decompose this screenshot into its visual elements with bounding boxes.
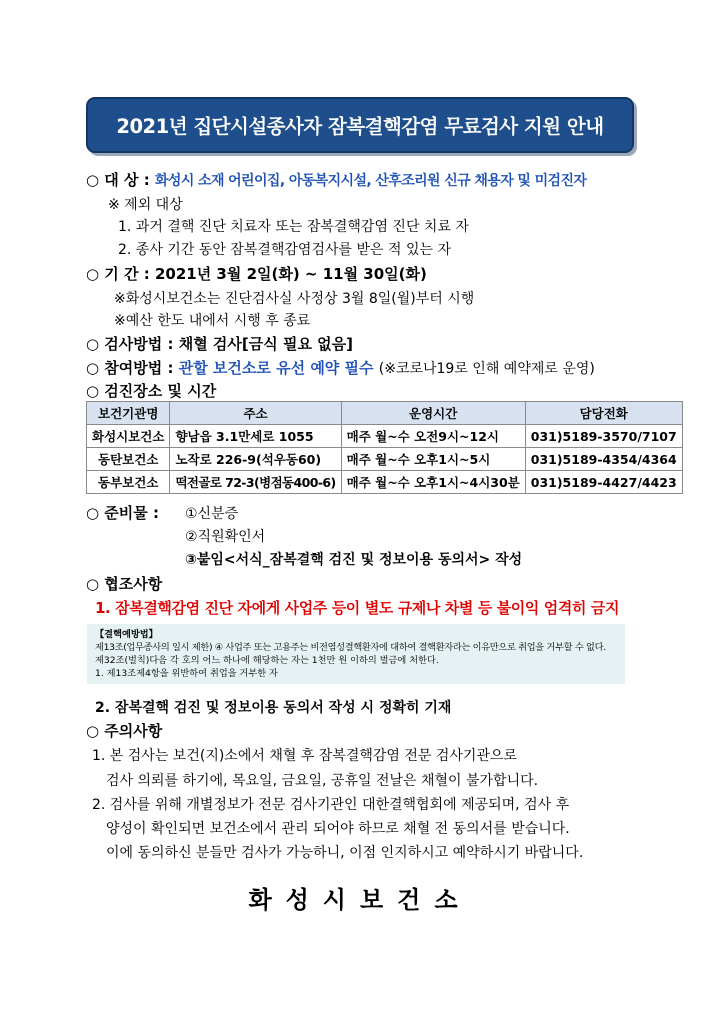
law-box bbox=[87, 624, 625, 684]
table-cell: 매주 월~수 오전9시~12시 bbox=[341, 425, 525, 448]
cooperation-title: ○ 협조사항 bbox=[86, 575, 163, 593]
target-row bbox=[86, 169, 586, 190]
method-row bbox=[86, 333, 353, 354]
participation-label: ○ 참여방법 : bbox=[86, 359, 174, 377]
exclusion-item-2: 2. 종사 기간 동안 잠복결핵감염검사를 받은 적 있는 자 bbox=[118, 242, 451, 258]
participation-row bbox=[86, 357, 595, 378]
law-title: 【결핵예방법】 bbox=[95, 629, 158, 640]
table-row bbox=[87, 448, 683, 471]
period-label: ○ 기 간 : bbox=[86, 265, 150, 283]
table-row bbox=[87, 425, 683, 448]
notice-line-4: 양성이 확인되면 보건소에서 관리 되어야 하므로 채혈 전 동의서를 받습니다. bbox=[106, 821, 570, 837]
table-cell: 031)5189-4354/4364 bbox=[525, 448, 682, 471]
law-line: 제13조(업무종사의 일시 제한) ④ 사업주 또는 고용주는 비전염성결핵환자에 대하여 결핵환자라는 이유만으로 취업을 거부할 수 없다. bbox=[95, 642, 606, 653]
period-note-1: ※화성시보건소는 진단검사실 사정상 3월 8일(월)부터 시행 bbox=[114, 291, 475, 307]
supplies-item-2: ②직원확인서 bbox=[185, 529, 266, 545]
table-cell: 떡전골로 72-3(병점동400-6) bbox=[170, 471, 341, 494]
participation-value: 관할 보건소로 유선 예약 필수 bbox=[178, 359, 374, 377]
location-title: ○ 검진장소 및 시간 bbox=[86, 382, 217, 400]
table-cell: 향남읍 3.1만세로 1055 bbox=[170, 425, 341, 448]
table-header: 운영시간 bbox=[341, 402, 525, 425]
cooperation-item-1: 1. 잠복결핵감염 진단 자에게 사업주 등이 별도 규제나 차별 등 불이익 엄격히 금지 bbox=[95, 599, 620, 617]
table-row bbox=[87, 471, 683, 494]
table-header-row bbox=[87, 402, 683, 425]
table-cell: 031)5189-4427/4423 bbox=[525, 471, 682, 494]
notice-line-5: 이에 동의하신 분들만 검사가 가능하니, 이점 인지하시고 예약하시기 바랍니다. bbox=[106, 845, 584, 861]
table-cell: 매주 월~수 오후1시~4시30분 bbox=[341, 471, 525, 494]
notice-line-1: 1. 본 검사는 보건(지)소에서 채혈 후 잠복결핵감염 전문 검사기관으로 bbox=[92, 748, 518, 764]
table-cell: 031)5189-3570/7107 bbox=[525, 425, 682, 448]
supplies-item-1: ①신분증 bbox=[185, 506, 239, 522]
page-title: 2021년 집단시설종사자 잠복결핵감염 무료검사 지원 안내 bbox=[116, 115, 604, 138]
method-label: ○ 검사방법 : bbox=[86, 335, 174, 353]
clinic-table bbox=[86, 401, 683, 494]
participation-note: (※코로나19로 인해 예약제로 운영) bbox=[378, 361, 595, 377]
table-header: 보건기관명 bbox=[87, 402, 170, 425]
target-value: 화성시 소재 어린이집, 아동복지시설, 산후조리원 신규 채용자 및 미검진자 bbox=[154, 173, 587, 189]
notice-title: ○ 주의사항 bbox=[86, 722, 163, 740]
table-cell: 동부보건소 bbox=[87, 471, 170, 494]
table-header: 주소 bbox=[170, 402, 341, 425]
notice-line-2: 검사 의뢰를 하기에, 목요일, 금요일, 공휴일 전날은 채혈이 불가합니다. bbox=[106, 773, 539, 789]
footer-org-name: 화성시보건소 bbox=[248, 886, 472, 914]
page-title-box bbox=[86, 97, 634, 153]
table-cell: 매주 월~수 오후1시~5시 bbox=[341, 448, 525, 471]
method-value: 채혈 검사[금식 필요 없음] bbox=[178, 335, 354, 353]
law-line: 1. 제13조제4항을 위반하여 취업을 거부한 자 bbox=[95, 668, 278, 679]
target-label: ○ 대 상 : bbox=[86, 171, 150, 189]
law-line: 제32조(벌칙)다음 각 호의 어느 하나에 해당하는 자는 1천만 원 이하의 벌금에 처한다. bbox=[95, 655, 439, 666]
table-header: 담당전화 bbox=[525, 402, 682, 425]
table-cell: 동탄보건소 bbox=[87, 448, 170, 471]
period-value: 2021년 3월 2일(화) ~ 11월 30일(화) bbox=[154, 265, 427, 283]
period-note-2: ※예산 한도 내에서 시행 후 종료 bbox=[114, 313, 311, 329]
table-cell: 노작로 226-9(석우동60) bbox=[170, 448, 341, 471]
cooperation-item-2: 2. 잠복결핵 검진 및 정보이용 동의서 작성 시 정확히 기재 bbox=[95, 700, 452, 716]
supplies-label: ○ 준비물 : bbox=[86, 504, 160, 522]
supplies-item-3: ③붙임<서식_잠복결핵 검진 및 정보이용 동의서> 작성 bbox=[185, 552, 523, 568]
notice-line-3: 2. 검사를 위해 개별정보가 전문 검사기관인 대한결핵협회에 제공되며, 검사 후 bbox=[92, 797, 570, 813]
exclusion-title: ※ 제외 대상 bbox=[108, 197, 183, 213]
table-cell: 화성시보건소 bbox=[87, 425, 170, 448]
period-row bbox=[86, 263, 427, 284]
exclusion-item-1: 1. 과거 결핵 진단 치료자 또는 잠복결핵감염 진단 치료 자 bbox=[118, 219, 469, 235]
